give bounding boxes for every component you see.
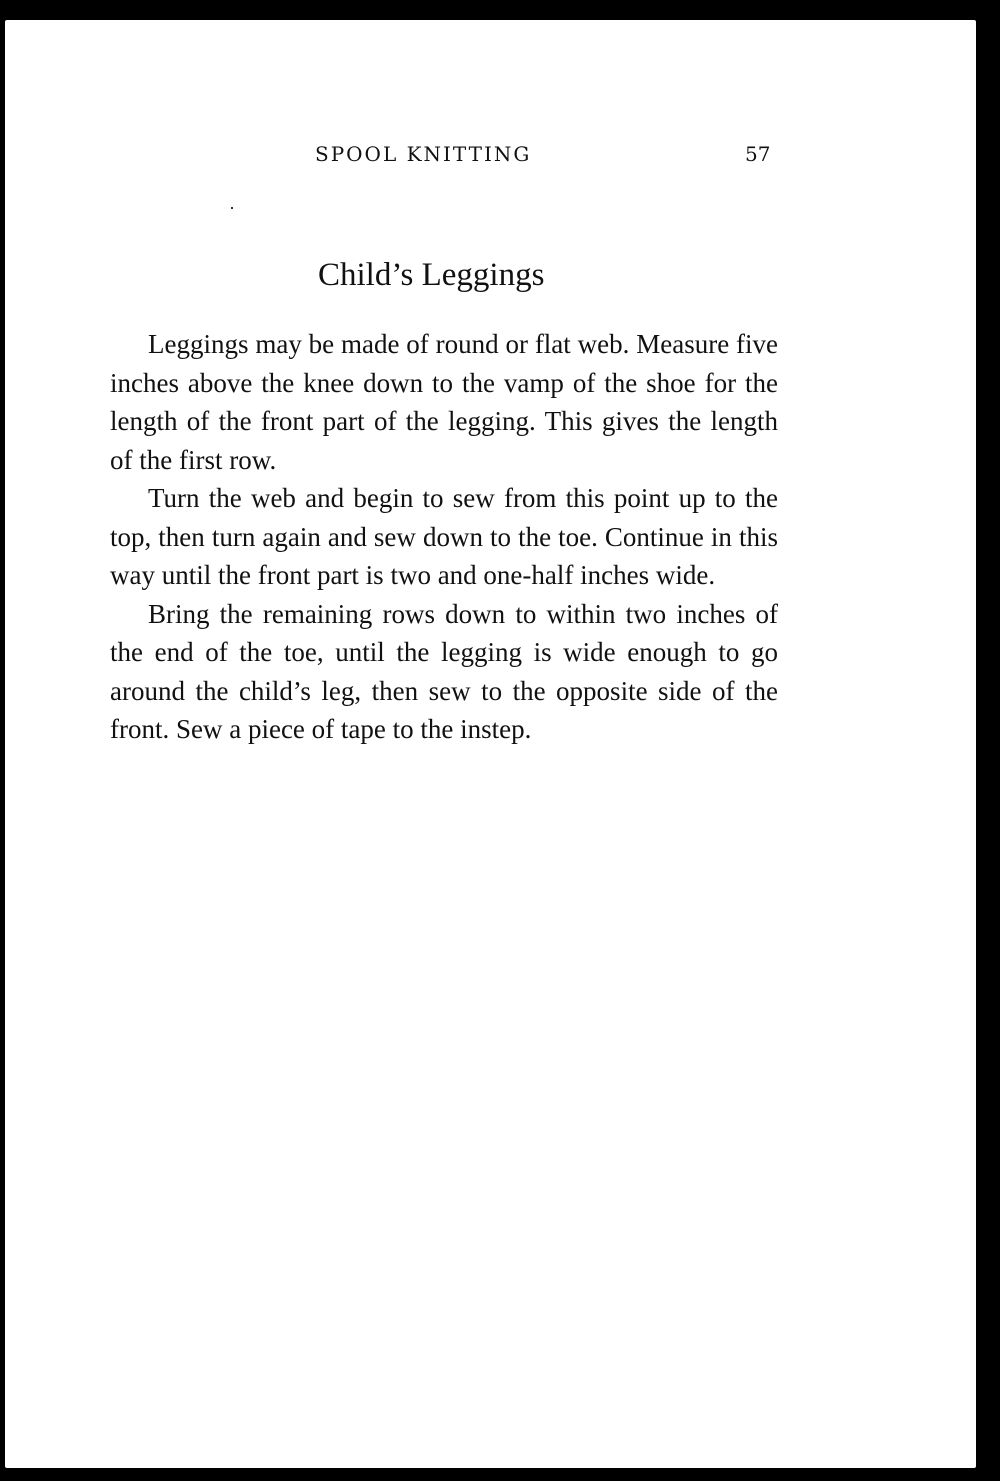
body-text <box>110 325 778 749</box>
scan-speck <box>231 207 233 209</box>
paragraph-2: Turn the web and begin to sew from this point up to the top, then turn again and sew down to the toe. Continue in this way until the front part is two and one-half inches wide. <box>110 483 778 590</box>
running-head: SPOOL KNITTING <box>315 142 532 166</box>
section-title: Child’s Leggings <box>318 257 545 293</box>
page-number: 57 <box>745 142 771 166</box>
paragraph-1: Leggings may be made of round or flat web. Measure five inches above the knee down to the vamp of the shoe for the length of the front part of the legging. This gives the length of the first row. <box>110 329 778 475</box>
paragraph-3: Bring the remaining rows down to within two inches of the end of the toe, until the legging is wide enough to go around the child’s leg, then sew to the opposite side of the front. Sew a piece of tape to the instep. <box>110 598 778 744</box>
book-page <box>5 20 976 1468</box>
